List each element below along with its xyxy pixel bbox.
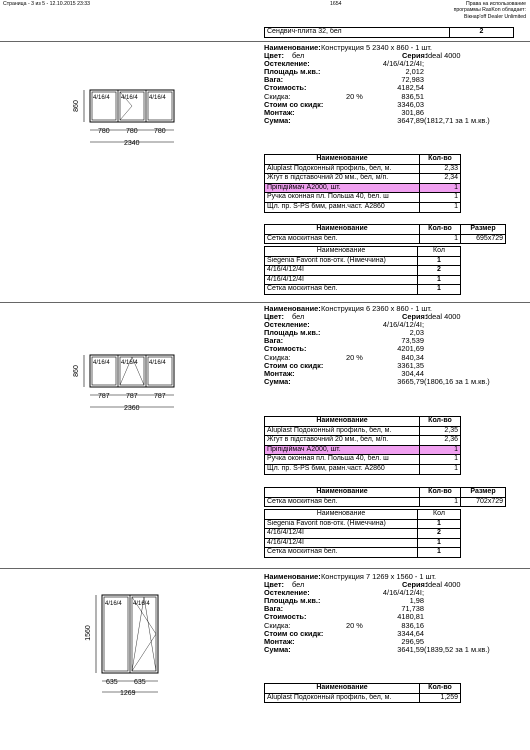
construction-title: Конструкция 7 1269 x 1560 - 1 шт. <box>321 572 437 581</box>
items-table: Наименование Кол-во Aluplast Подоконный профиль, бел, м. 2,33 Жгут в підставочний 20 мм., бел, м/п. 2,34 Пріпідіймач A2000, шт. 1 Ручка оконная пл. Польша 40, бел. ш 1 Щл. пр. S-PS 6мм, рамн.част. A2860 1 <box>264 154 461 213</box>
svg-text:860: 860 <box>73 365 80 377</box>
window-drawing-7 <box>80 591 180 716</box>
svg-text:4/16/4: 4/16/4 <box>149 360 166 366</box>
svg-text:1560: 1560 <box>85 625 92 641</box>
license-info: Права на использование программы RasKon обладает: Вікнар'off Dealer Unlimited <box>453 1 526 20</box>
items-table: Наименование Кол-во Aluplast Подоконный профиль, бел, м. 1,259 <box>264 683 461 703</box>
parts-table: Наименование Кол Siegenia Favorit пов-отк. (Німеччина) 1 4/16/4/12/4I 2 4/16/4/12/4I 1 Сетка москитная бел. 1 <box>264 509 461 558</box>
divider <box>0 568 530 569</box>
svg-text:860: 860 <box>73 100 80 112</box>
divider <box>0 302 530 303</box>
nets-table: Наименование Кол-во Размер Сетка москитная бел. 1 695x729 <box>264 224 506 244</box>
svg-text:4/16/4: 4/16/4 <box>93 360 110 366</box>
page-indicator: Страница - 3 из 5 - 12.10.2015 23:33 <box>3 1 91 7</box>
svg-text:787: 787 <box>154 393 166 400</box>
svg-text:4/16/4: 4/16/4 <box>121 95 138 101</box>
top-item-name: Сендвич-плита 32, бел <box>265 28 450 38</box>
svg-text:635: 635 <box>106 679 118 686</box>
nets-table: Наименование Кол-во Размер Сетка москитная бел. 1 702x729 <box>264 487 506 507</box>
svg-text:2340: 2340 <box>124 140 140 147</box>
divider <box>0 41 530 42</box>
construction-7-info: Наименование: Конструкция 7 1269 x 1560 - 1 шт. Цвет: бел Серия: Ideal 4000 Остекление: 4/16/4/12/4I; Площадь м.кв.: 1,98 Вага: 71,738 Стоимость: 4180,81 Скидка: 20 % 836,16 Стоим со скидк: 3344,64 Монтаж: 296,95 Сумма: 3641,59 (1839,52 за 1 м.кв.) <box>264 572 490 654</box>
items-table: Наименование Кол-во Aluplast Подоконный профиль, бел, м. 2,35 Жгут в підставочний 20 мм., бел, м/п. 2,36 Пріпідіймач A2000, шт. 1 Ручка оконная пл. Польша 40, бел. ш 1 Щл. пр. S-PS 6мм, рамн.част. A2860 1 <box>264 416 461 475</box>
svg-text:1269: 1269 <box>120 690 136 697</box>
construction-title: Конструкция 6 2360 x 860 - 1 шт. <box>321 304 432 313</box>
construction-5-info: Наименование: Конструкция 5 2340 x 860 - 1 шт. Цвет: бел Серия: Ideal 4000 Остекление: 4/16/4/12/4I; Площадь м.кв.: 2,012 Вага: 72,983 Стоимость: 4182,54 Скидка: 20 % 836,51 Стоим со скидк: 3346,03 Монтаж: 301,86 Сумма: 3647,89 (1812,71 за 1 м.кв.) <box>264 43 490 125</box>
highlighted-row: Пріпідіймач A2000, шт. 1 <box>265 445 461 455</box>
parts-table: Наименование Кол Siegenia Favorit пов-отк. (Німеччина) 1 4/16/4/12/4I 2 4/16/4/12/4I 1 Сетка москитная бел. 1 <box>264 246 461 295</box>
svg-text:4/16/4: 4/16/4 <box>149 95 166 101</box>
svg-text:4/16/4: 4/16/4 <box>133 601 150 607</box>
construction-title: Конструкция 5 2340 x 860 - 1 шт. <box>321 43 432 52</box>
svg-text:635: 635 <box>134 679 146 686</box>
window-drawing-5 <box>70 86 180 196</box>
svg-text:2360: 2360 <box>124 405 140 412</box>
svg-text:787: 787 <box>126 393 138 400</box>
top-item-table <box>264 27 514 38</box>
construction-6-info: Наименование: Конструкция 6 2360 x 860 - 1 шт. Цвет: бел Серия: Ideal 4000 Остекление: 4/16/4/12/4I; Площадь м.кв.: 2,03 Вага: 73,539 Стоимость: 4201,69 Скидка: 20 % 840,34 Стоим со скидк: 3361,35 Монтаж: 304,44 Сумма: 3665,79 (1806,16 за 1 м.кв.) <box>264 304 490 386</box>
top-item-qty: 2 <box>450 28 514 38</box>
svg-text:787: 787 <box>98 393 110 400</box>
svg-text:780: 780 <box>154 128 166 135</box>
svg-text:780: 780 <box>126 128 138 135</box>
svg-text:4/16/4: 4/16/4 <box>105 601 122 607</box>
svg-text:4/16/4: 4/16/4 <box>93 95 110 101</box>
window-drawing-6 <box>70 351 180 461</box>
page-header <box>0 0 530 20</box>
svg-text:4/16/4: 4/16/4 <box>121 360 138 366</box>
highlighted-row: Пріпідіймач A2000, шт. 1 <box>265 183 461 193</box>
document-number: 1654 <box>330 1 342 7</box>
svg-text:780: 780 <box>98 128 110 135</box>
